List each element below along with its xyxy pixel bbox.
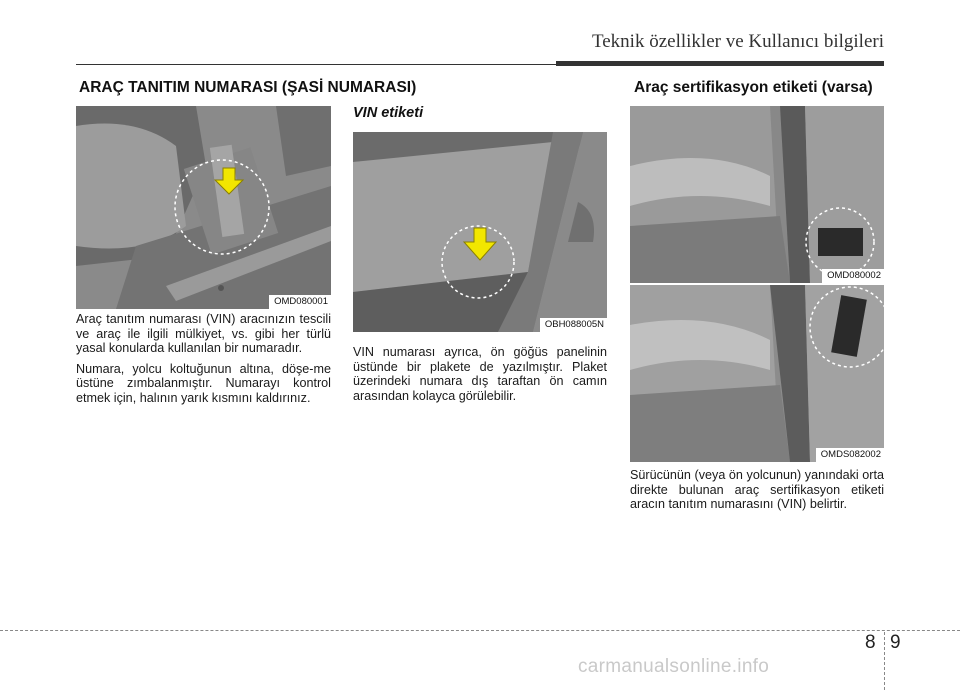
chapter-number: 8 — [865, 632, 876, 653]
paragraph: VIN numarası ayrıca, ön göğüs panelinin üstünde bir plakete de yazılmıştır. Plaket üzerindeki numara dış taraftan ön camın arasından kolayca görülebilir. — [353, 345, 607, 403]
door-pillar-photo — [630, 106, 884, 283]
header-rule-bold — [556, 61, 884, 66]
footer-rule — [0, 630, 960, 631]
paragraph: Araç tanıtım numarası (VIN) aracınızın tescili ve araç ile ilgili mülkiyet, vs. gibi her türlü yasal konularda kullanılan bir numaradır. — [76, 312, 331, 356]
right-body — [630, 468, 884, 518]
windshield-photo — [353, 132, 607, 332]
image-code-label: OMDS082002 — [816, 448, 884, 462]
section-title-vin: ARAÇ TANITIM NUMARASI (ŞASİ NUMARASI) — [79, 79, 417, 96]
image-code-label: OBH088005N — [540, 318, 607, 332]
header-rule — [76, 64, 556, 65]
paragraph: Numara, yolcu koltuğunun altına, döşe-me üstüne zımbalanmıştır. Numarayı kontrol etmek için, halının yarık kısmını kaldırınız. — [76, 361, 331, 405]
watermark: carmanualsonline.info — [578, 656, 770, 677]
middle-body — [353, 345, 607, 409]
subtitle-vin-label: VIN etiketi — [353, 105, 424, 121]
image-code-label: OMD080001 — [269, 295, 331, 309]
page-number: 9 — [890, 632, 901, 653]
seat-photo — [76, 106, 331, 309]
paragraph: Sürücünün (veya ön yolcunun) yanındaki orta direkte bulunan araç sertifikasyon etiketi aracın tanıtım numarasını (VIN) belirtir. — [630, 468, 884, 512]
running-header: Teknik özellikler ve Kullanıcı bilgileri — [591, 31, 884, 52]
footer-divider — [884, 632, 885, 690]
door-pillar-photo-alt — [630, 285, 884, 462]
left-body — [76, 312, 331, 412]
section-title-certification: Araç sertifikasyon etiketi (varsa) — [634, 79, 873, 96]
image-code-label: OMD080002 — [822, 269, 884, 283]
